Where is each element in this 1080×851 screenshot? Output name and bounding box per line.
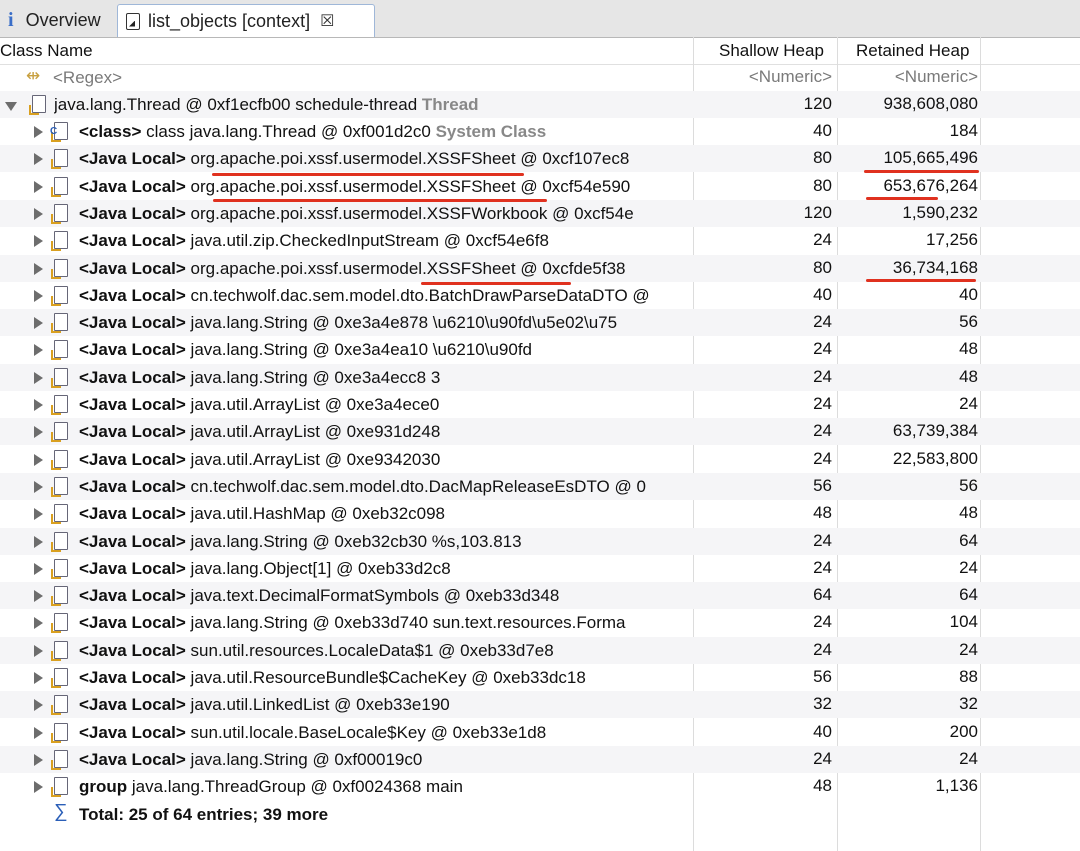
shallow-heap-filter[interactable]: <Numeric> [748, 67, 832, 86]
table-row[interactable] [0, 391, 1080, 418]
expand-arrow-icon[interactable] [34, 563, 43, 575]
shallow-heap-value: 40 [813, 284, 832, 304]
object-tag: System Class [435, 122, 547, 141]
object-name: org.apache.poi.xssf.usermodel.XSSFSheet @ 0xcfde5f38 [190, 258, 626, 278]
reference-kind: <Java Local> [79, 422, 186, 442]
expand-arrow-icon[interactable] [34, 372, 43, 384]
object-name: java.util.HashMap @ 0xeb32c098 [190, 504, 446, 524]
collapse-arrow-icon[interactable] [5, 102, 17, 111]
shallow-heap-value: 24 [813, 394, 832, 413]
reference-kind: <Java Local> [79, 640, 186, 660]
object-icon [54, 286, 68, 304]
retained-heap-filter[interactable]: <Numeric> [894, 67, 978, 86]
reference-kind: <Java Local> [79, 258, 186, 278]
shallow-heap-value: 32 [813, 694, 832, 714]
reference-kind: <Java Local> [79, 395, 186, 414]
table-row[interactable] [0, 255, 1080, 282]
shallow-heap-value: 56 [813, 475, 832, 495]
reference-kind: <Java Local> [79, 203, 186, 223]
object-icon [54, 641, 68, 659]
object-name: sun.util.resources.LocaleData$1 @ 0xeb33d7e8 [190, 640, 554, 660]
table-row[interactable] [0, 200, 1080, 227]
shallow-heap-value: 120 [803, 94, 832, 113]
retained-heap-value: 17,256 [926, 230, 978, 250]
retained-heap-value: 24 [959, 748, 978, 768]
object-icon [54, 259, 68, 277]
reference-kind: <Java Local> [79, 176, 186, 196]
object-name: sun.util.locale.BaseLocale$Key @ 0xeb33e1d8 [190, 722, 547, 742]
object-icon [54, 586, 68, 604]
annotation-underline [866, 197, 938, 200]
retained-heap-value: 48 [959, 366, 978, 386]
shallow-heap-value: 24 [813, 339, 832, 359]
reference-kind: <Java Local> [79, 504, 186, 524]
expand-arrow-icon[interactable] [34, 536, 43, 548]
shallow-heap-value: 40 [813, 121, 832, 140]
retained-heap-value: 56 [959, 475, 978, 495]
retained-heap-value: 88 [959, 667, 978, 686]
retained-heap-value: 653,676,264 [883, 175, 978, 195]
object-name: cn.techwolf.dac.sem.model.dto.BatchDrawParseDataDTO @ [190, 285, 650, 305]
object-icon [54, 532, 68, 550]
table-row[interactable] [0, 691, 1080, 718]
table-header [0, 37, 1080, 65]
retained-heap-value: 64 [959, 530, 978, 550]
object-name: java.lang.String @ 0xeb32cb30 %s,103.813 [190, 531, 522, 551]
object-name: java.util.ArrayList @ 0xe9342030 [190, 449, 441, 469]
shallow-heap-value: 40 [813, 721, 832, 741]
retained-heap-value: 184 [949, 121, 978, 140]
shallow-heap-value: 24 [813, 530, 832, 550]
object-name: java.lang.Object[1] @ 0xeb33d2c8 [190, 558, 451, 578]
object-name: java.util.ResourceBundle$CacheKey @ 0xeb33dc18 [190, 668, 586, 687]
object-list-icon [126, 13, 140, 30]
object-name: java.lang.Thread @ 0xf1ecfb00 schedule-thread [54, 95, 418, 114]
table-row[interactable] [0, 309, 1080, 336]
table-row[interactable] [0, 418, 1080, 445]
expand-arrow-icon[interactable] [34, 781, 43, 793]
table-row[interactable] [0, 473, 1080, 500]
expand-arrow-icon[interactable] [34, 317, 43, 329]
shallow-heap-value: 64 [813, 585, 832, 605]
object-icon [54, 750, 68, 768]
object-icon [54, 504, 68, 522]
object-icon [54, 395, 68, 413]
object-icon [54, 777, 68, 795]
object-name: java.lang.ThreadGroup @ 0xf0024368 main [131, 777, 463, 797]
reference-kind: <Java Local> [79, 613, 186, 633]
object-icon [54, 723, 68, 741]
object-name: java.util.zip.CheckedInputStream @ 0xcf54e6f8 [190, 231, 549, 251]
object-icon [54, 477, 68, 495]
reference-kind: <Java Local> [79, 367, 186, 387]
object-tag: Thread [421, 95, 479, 114]
shallow-heap-value: 24 [813, 421, 832, 441]
shallow-heap-value: 24 [813, 366, 832, 386]
reference-kind: group [79, 777, 128, 797]
sum-icon: ∑ [54, 801, 68, 822]
table-row[interactable] [0, 145, 1080, 172]
table-row[interactable] [0, 582, 1080, 609]
expand-arrow-icon[interactable] [34, 617, 43, 629]
object-name: java.lang.String @ 0xe3a4e878 \u6210\u90fd\u5e02\u75 [190, 313, 618, 333]
column-header-retained-heap[interactable]: Retained Heap [856, 41, 970, 60]
reference-kind: <Java Local> [79, 749, 186, 769]
object-name: org.apache.poi.xssf.usermodel.XSSFSheet @ 0xcf54e590 [190, 176, 631, 196]
annotation-underline [866, 279, 976, 282]
reference-kind: <Java Local> [79, 149, 186, 169]
object-icon [32, 95, 46, 113]
reference-kind: <Java Local> [79, 231, 186, 251]
reference-kind: <Java Local> [79, 476, 186, 496]
expand-arrow-icon[interactable] [34, 344, 43, 356]
object-name: org.apache.poi.xssf.usermodel.XSSFWorkbook @ 0xcf54e [190, 203, 634, 223]
expand-arrow-icon[interactable] [34, 590, 43, 602]
table-row[interactable] [0, 719, 1080, 746]
table-row[interactable] [0, 555, 1080, 582]
object-name: java.text.DecimalFormatSymbols @ 0xeb33d348 [190, 586, 560, 606]
shallow-heap-value: 24 [813, 448, 832, 468]
expand-arrow-icon[interactable] [34, 399, 43, 411]
shallow-heap-value: 24 [813, 748, 832, 768]
expand-arrow-icon[interactable] [34, 672, 43, 684]
object-name: class java.lang.Thread @ 0xf001d2c0 [146, 122, 431, 141]
annotation-underline [421, 282, 571, 285]
expand-arrow-icon[interactable] [34, 645, 43, 657]
table-row[interactable] [0, 446, 1080, 473]
reference-kind: <Java Local> [79, 313, 186, 333]
reference-kind: <Java Local> [79, 531, 186, 551]
object-name: java.util.ArrayList @ 0xe931d248 [190, 422, 441, 442]
object-name: java.util.LinkedList @ 0xeb33e190 [190, 695, 450, 715]
reference-kind: <Java Local> [79, 722, 186, 742]
table-row[interactable] [0, 227, 1080, 254]
reference-kind: <Java Local> [79, 586, 186, 606]
shallow-heap-value: 48 [813, 776, 832, 796]
object-icon [54, 177, 68, 195]
shallow-heap-value: 24 [813, 612, 832, 632]
reference-kind: <Java Local> [79, 340, 186, 360]
object-name: org.apache.poi.xssf.usermodel.XSSFSheet @ 0xcf107ec8 [190, 149, 630, 169]
filter-icon: ⇹ [26, 66, 41, 85]
retained-heap-value: 48 [959, 503, 978, 523]
expand-arrow-icon[interactable] [34, 699, 43, 711]
expand-arrow-icon[interactable] [34, 290, 43, 302]
object-icon [54, 668, 68, 686]
shallow-heap-value: 80 [813, 175, 832, 195]
retained-heap-value: 24 [959, 639, 978, 659]
shallow-heap-value: 80 [813, 148, 832, 168]
table-row[interactable] [0, 609, 1080, 636]
object-name: java.lang.String @ 0xf00019c0 [190, 749, 423, 769]
object-icon [54, 340, 68, 358]
expand-arrow-icon[interactable] [34, 235, 43, 247]
tab-overview[interactable] [0, 5, 114, 36]
object-icon [54, 231, 68, 249]
retained-heap-value: 40 [959, 284, 978, 304]
filter-row [0, 64, 1080, 91]
object-icon [54, 313, 68, 331]
expand-arrow-icon[interactable] [34, 126, 43, 138]
expand-arrow-icon[interactable] [34, 426, 43, 438]
retained-heap-value: 56 [959, 312, 978, 332]
object-icon [54, 613, 68, 631]
editor-tab-bar [0, 0, 1080, 38]
retained-heap-value: 48 [959, 339, 978, 359]
shallow-heap-value: 24 [813, 312, 832, 332]
class-name-filter[interactable]: <Regex> [53, 68, 122, 87]
retained-heap-value: 32 [959, 694, 978, 714]
retained-heap-value: 105,665,496 [883, 148, 978, 168]
expand-arrow-icon[interactable] [34, 181, 43, 193]
object-name: java.util.ArrayList @ 0xe3a4ece0 [190, 395, 440, 414]
table-row[interactable] [0, 91, 1080, 118]
column-header-shallow-heap[interactable]: Shallow Heap [719, 41, 824, 60]
object-icon [54, 204, 68, 222]
shallow-heap-value: 48 [813, 503, 832, 523]
object-icon [54, 450, 68, 468]
class-icon: C [54, 122, 68, 140]
retained-heap-value: 1,590,232 [902, 202, 978, 222]
reference-kind: <Java Local> [79, 558, 186, 578]
table-row[interactable] [0, 664, 1080, 691]
reference-kind: <Java Local> [79, 695, 186, 715]
shallow-heap-value: 80 [813, 257, 832, 277]
expand-arrow-icon[interactable] [34, 727, 43, 739]
shallow-heap-value: 24 [813, 639, 832, 659]
annotation-underline [212, 173, 524, 176]
table-row[interactable] [0, 336, 1080, 363]
object-icon [54, 149, 68, 167]
table-row[interactable] [0, 773, 1080, 800]
info-icon: i [8, 9, 14, 31]
reference-kind: <Java Local> [79, 449, 186, 469]
table-row[interactable] [0, 364, 1080, 391]
object-icon [54, 559, 68, 577]
object-name: java.lang.String @ 0xeb33d740 sun.text.resources.Forma [190, 613, 626, 633]
object-name: java.lang.String @ 0xe3a4ea10 \u6210\u90fd [190, 340, 533, 360]
retained-heap-value: 24 [959, 557, 978, 577]
shallow-heap-value: 24 [813, 230, 832, 250]
expand-arrow-icon[interactable] [34, 508, 43, 520]
tab-list-objects[interactable] [117, 4, 375, 37]
table-row[interactable] [0, 282, 1080, 309]
retained-heap-value: 24 [959, 394, 978, 413]
table-row[interactable] [0, 500, 1080, 527]
annotation-underline [864, 170, 979, 173]
object-icon [54, 422, 68, 440]
expand-arrow-icon[interactable] [34, 153, 43, 165]
shallow-heap-value: 56 [813, 667, 832, 686]
table-row[interactable] [0, 746, 1080, 773]
retained-heap-value: 22,583,800 [892, 448, 978, 468]
table-row[interactable] [0, 637, 1080, 664]
expand-arrow-icon[interactable] [34, 754, 43, 766]
expand-arrow-icon[interactable] [34, 454, 43, 466]
retained-heap-value: 64 [959, 585, 978, 605]
retained-heap-value: 938,608,080 [883, 94, 978, 113]
total-row [0, 800, 1080, 827]
total-text: Total: 25 of 64 entries; 39 more [79, 805, 329, 824]
object-icon [54, 368, 68, 386]
table-row[interactable] [0, 173, 1080, 200]
annotation-underline [213, 199, 547, 202]
shallow-heap-value: 24 [813, 557, 832, 577]
object-name: cn.techwolf.dac.sem.model.dto.DacMapReleaseEsDTO @ 0 [190, 476, 646, 496]
retained-heap-value: 200 [949, 721, 978, 741]
close-tab-icon[interactable]: ☒ [320, 13, 335, 30]
reference-kind: <Java Local> [79, 285, 186, 305]
object-icon [54, 695, 68, 713]
table-row[interactable] [0, 528, 1080, 555]
expand-arrow-icon[interactable] [34, 263, 43, 275]
retained-heap-value: 63,739,384 [892, 421, 978, 441]
tab-list-objects-label: list_objects [context] [148, 10, 311, 31]
retained-heap-value: 36,734,168 [892, 257, 978, 277]
tab-overview-label: Overview [25, 10, 101, 30]
retained-heap-value: 1,136 [935, 776, 978, 796]
object-name: java.lang.String @ 0xe3a4ecc8 3 [190, 367, 441, 387]
table-row[interactable] [0, 118, 1080, 145]
reference-kind: <Java Local> [79, 668, 186, 687]
expand-arrow-icon[interactable] [34, 208, 43, 220]
shallow-heap-value: 120 [803, 202, 832, 222]
column-header-class-name[interactable]: Class Name [0, 41, 93, 60]
expand-arrow-icon[interactable] [34, 481, 43, 493]
reference-kind: <class> [79, 122, 142, 141]
retained-heap-value: 104 [949, 612, 978, 632]
